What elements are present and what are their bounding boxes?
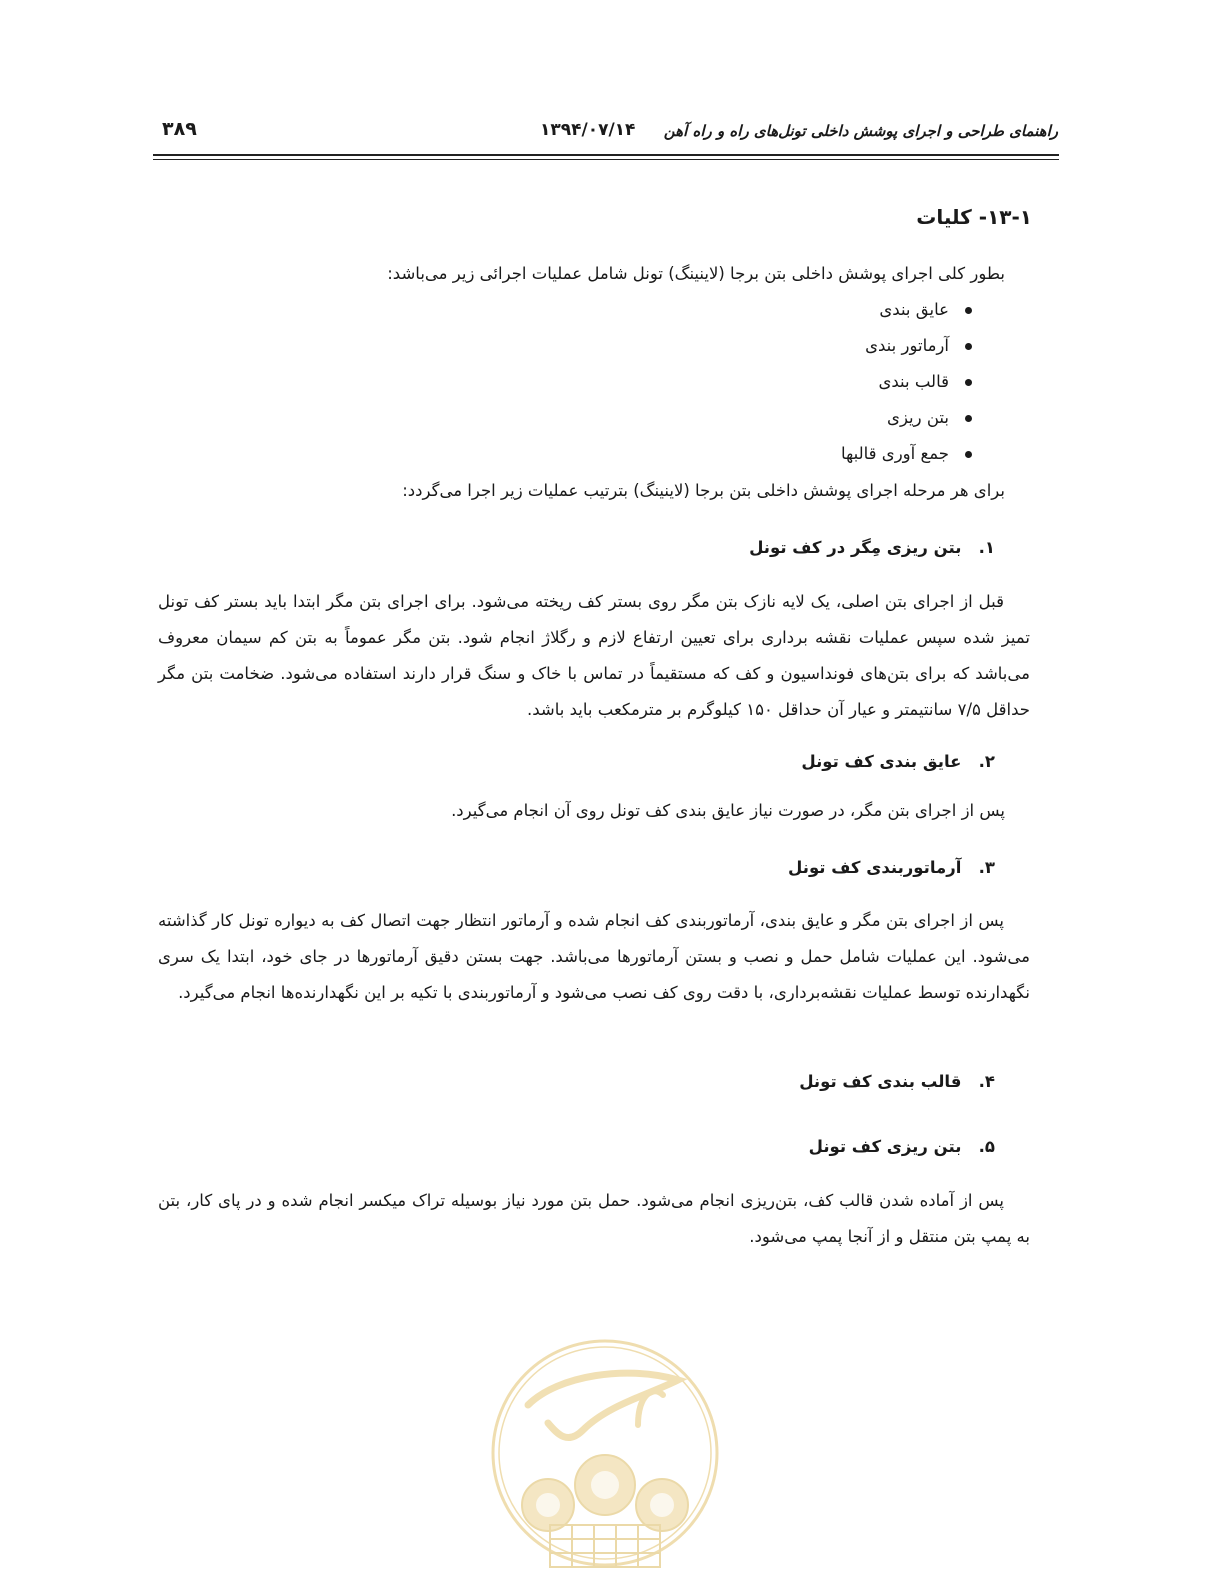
list-item: قالب بندی xyxy=(878,372,972,391)
header-rule xyxy=(153,154,1059,156)
list-item: آرماتور بندی xyxy=(865,336,972,355)
step-body-5: پس از آماده شدن قالب کف، بتن‌ریزی انجام می‌شود. حمل بتن مورد نیاز بوسیله تراک میکسر انجام شده و در پای کار، بتن به پمپ بتن منتقل و از آنجا پمپ می‌شود. xyxy=(158,1191,1030,1246)
page-number: ۳۸۹ xyxy=(162,118,197,140)
bullet-icon xyxy=(965,343,972,350)
list-item: بتن ریزی xyxy=(887,408,972,427)
step-heading-5: ۵. بتن ریزی کف تونل xyxy=(808,1137,995,1156)
bullet-icon xyxy=(965,307,972,314)
running-header-title: راهنمای طراحی و اجرای پوشش داخلی تونل‌های راه و راه آهن xyxy=(663,122,1058,140)
step-body-1: قبل از اجرای بتن اصلی، یک لایه نازک بتن مگر روی بستر کف ریخته می‌شود. برای اجرای بتن مگر ابتدا باید بستر کف تونل تمیز شده سپس عملیات نقشه برداری برای تعیین ارتفاع لازم و رگلاژ انجام شود. بتن مگر عموماً به بتن کم سیمان معروف می‌باشد که برای بتن‌های فونداسیون و کف که مستقیماً در تماس با خاک و سنگ قرار دارند استفاده می‌شود. ضخامت بتن مگر حداقل ۷/۵ سانتیمتر و عیار آن حداقل ۱۵۰ کیلوگرم بر مترمکعب باید باشد. xyxy=(158,592,1030,719)
header-rule-thin xyxy=(153,159,1059,160)
section-heading: ۱۳-۱- کلیات xyxy=(916,205,1032,229)
step-heading-2: ۲. عایق بندی کف تونل xyxy=(801,752,995,771)
step-heading-4: ۴. قالب بندی کف تونل xyxy=(799,1072,995,1091)
bullet-icon xyxy=(965,379,972,386)
section-procedure-intro: برای هر مرحله اجرای پوشش داخلی بتن برجا (لاینینگ) بترتیب عملیات زیر اجرا می‌گردد: xyxy=(402,481,1005,500)
list-item: جمع آوری قالبها xyxy=(841,444,972,463)
seal-logo-icon xyxy=(488,1335,722,1575)
bullet-icon xyxy=(965,415,972,422)
section-intro: بطور کلی اجرای پوشش داخلی بتن برجا (لاینینگ) تونل شامل عملیات اجرائی زیر می‌باشد: xyxy=(387,264,1005,283)
step-body-2: پس از اجرای بتن مگر، در صورت نیاز عایق بندی کف تونل روی آن انجام می‌گیرد. xyxy=(451,801,1005,820)
step-body-3: پس از اجرای بتن مگر و عایق بندی، آرماتوربندی کف انجام شده و آرماتور انتظار جهت اتصال کف به دیواره تونل کار گذاشته می‌شود. این عملیات شامل حمل و نصب و بستن آرماتورها می‌باشد. جهت بستن دقیق آرماتورها در جای خود، ابتدا یک سری نگهدارنده توسط عملیات نقشه‌برداری، با دقت روی کف نصب می‌شود و آرماتوربندی با تکیه بر این نگهدارنده‌ها انجام می‌گیرد. xyxy=(158,911,1030,1002)
step-heading-1: ۱. بتن ریزی مِگر در کف تونل xyxy=(749,538,995,557)
header-date: ۱۳۹۴/۰۷/۱۴ xyxy=(540,120,636,140)
watermark-logo xyxy=(488,1335,722,1575)
bullet-icon xyxy=(965,451,972,458)
list-item: عایق بندی xyxy=(879,300,972,319)
step-heading-3: ۳. آرماتوربندی کف تونل xyxy=(788,858,995,877)
